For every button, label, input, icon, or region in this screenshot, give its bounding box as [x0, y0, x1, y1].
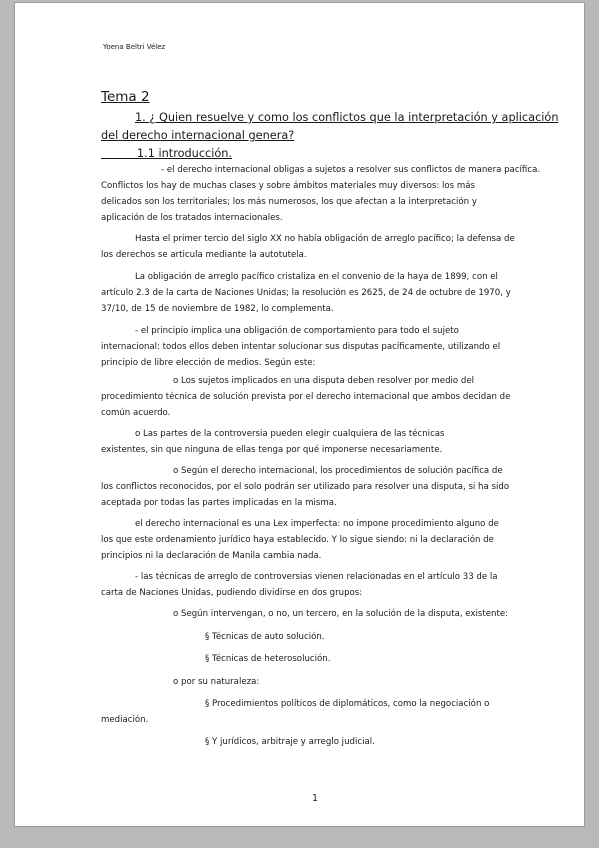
body-line: aceptada por todas las partes implicadas en la misma. [101, 498, 337, 508]
body-line: artículo 2.3 de la carta de Naciones Unidas; la resolución es 2625, de 24 de octubre de 1970, y [101, 288, 511, 298]
question-heading-line-2: del derecho internacional genera? [101, 129, 295, 142]
document-title: Tema 2 [101, 89, 150, 105]
page-number: 1 [312, 793, 319, 804]
body-line: los derechos se articula mediante la autotutela. [101, 250, 307, 260]
body-line: el derecho internacional es una Lex imperfecta: no impone procedimiento alguno de [135, 519, 499, 529]
body-line: o Las partes de la controversia pueden elegir cualquiera de las técnicas [135, 429, 445, 439]
body-line: mediación. [101, 715, 149, 725]
page-header-author: Yoena Beltri Vélez [103, 43, 166, 51]
body-line: delicados son los territoriales; los más numerosos, los que afectan a la interpretación y [101, 197, 477, 207]
body-line: existentes, sin que ninguna de ellas tenga por qué imponerse necesariamente. [101, 445, 443, 455]
body-line: procedimiento técnica de solución prevista por el derecho internacional que ambos decidan de [101, 392, 511, 402]
body-line: o Según intervengan, o no, un tercero, en la solución de la disputa, existente: [173, 609, 509, 619]
body-line: - las técnicas de arreglo de controversias vienen relacionadas en el artículo 33 de la [135, 572, 498, 582]
body-line: o Los sujetos implicados en una disputa deben resolver por medio del [173, 376, 475, 386]
body-line: § Técnicas de auto solución. [205, 632, 325, 642]
body-line: principio de libre elección de medios. Según este: [101, 358, 316, 368]
body-line: carta de Naciones Unidas, pudiendo dividirse en dos grupos: [101, 588, 363, 598]
body-line: La obligación de arreglo pacífico cristaliza en el convenio de la haya de 1899, con el [135, 272, 498, 282]
body-line: principios ni la declaración de Manila cambia nada. [101, 551, 322, 561]
body-line: común acuerdo. [101, 408, 171, 418]
body-line: los que este ordenamiento jurídico haya establecido. Y lo sigue siendo: ni la declaración de [101, 535, 494, 545]
body-line: Conflictos los hay de muchas clases y sobre ámbitos materiales muy diversos: los más [101, 181, 475, 191]
body-line: o por su naturaleza: [173, 677, 260, 687]
body-line: aplicación de los tratados internacionales. [101, 213, 283, 223]
body-line: § Y jurídicos, arbitraje y arreglo judicial. [205, 737, 375, 747]
body-line: - el principio implica una obligación de comportamiento para todo el sujeto [135, 326, 459, 336]
body-line: los conflictos reconocidos, por el solo podrán ser utilizado para resolver una disputa, si ha sido [101, 482, 510, 492]
body-line: Hasta el primer tercio del siglo XX no había obligación de arreglo pacífico; la defensa de [135, 234, 515, 244]
document-page [14, 2, 585, 827]
body-line: § Técnicas de heterosolución. [205, 654, 331, 664]
body-line: 37/10, de 15 de noviembre de 1982, lo complementa. [101, 304, 334, 314]
body-line: § Procedimientos políticos de diplomáticos, como la negociación o [205, 699, 490, 709]
section-heading: 1.1 introducción. [101, 147, 233, 160]
body-line: o Según el derecho internacional, los procedimientos de solución pacífica de [173, 466, 503, 476]
body-line: - el derecho internacional obligas a sujetos a resolver sus conflictos de manera pacífica. [161, 165, 541, 175]
body-line: internacional: todos ellos deben intentar solucionar sus disputas pacíficamente, utilizando el [101, 342, 501, 352]
question-heading-line-1: 1. ¿ Quien resuelve y como los conflictos que la interpretación y aplicación [135, 111, 559, 124]
